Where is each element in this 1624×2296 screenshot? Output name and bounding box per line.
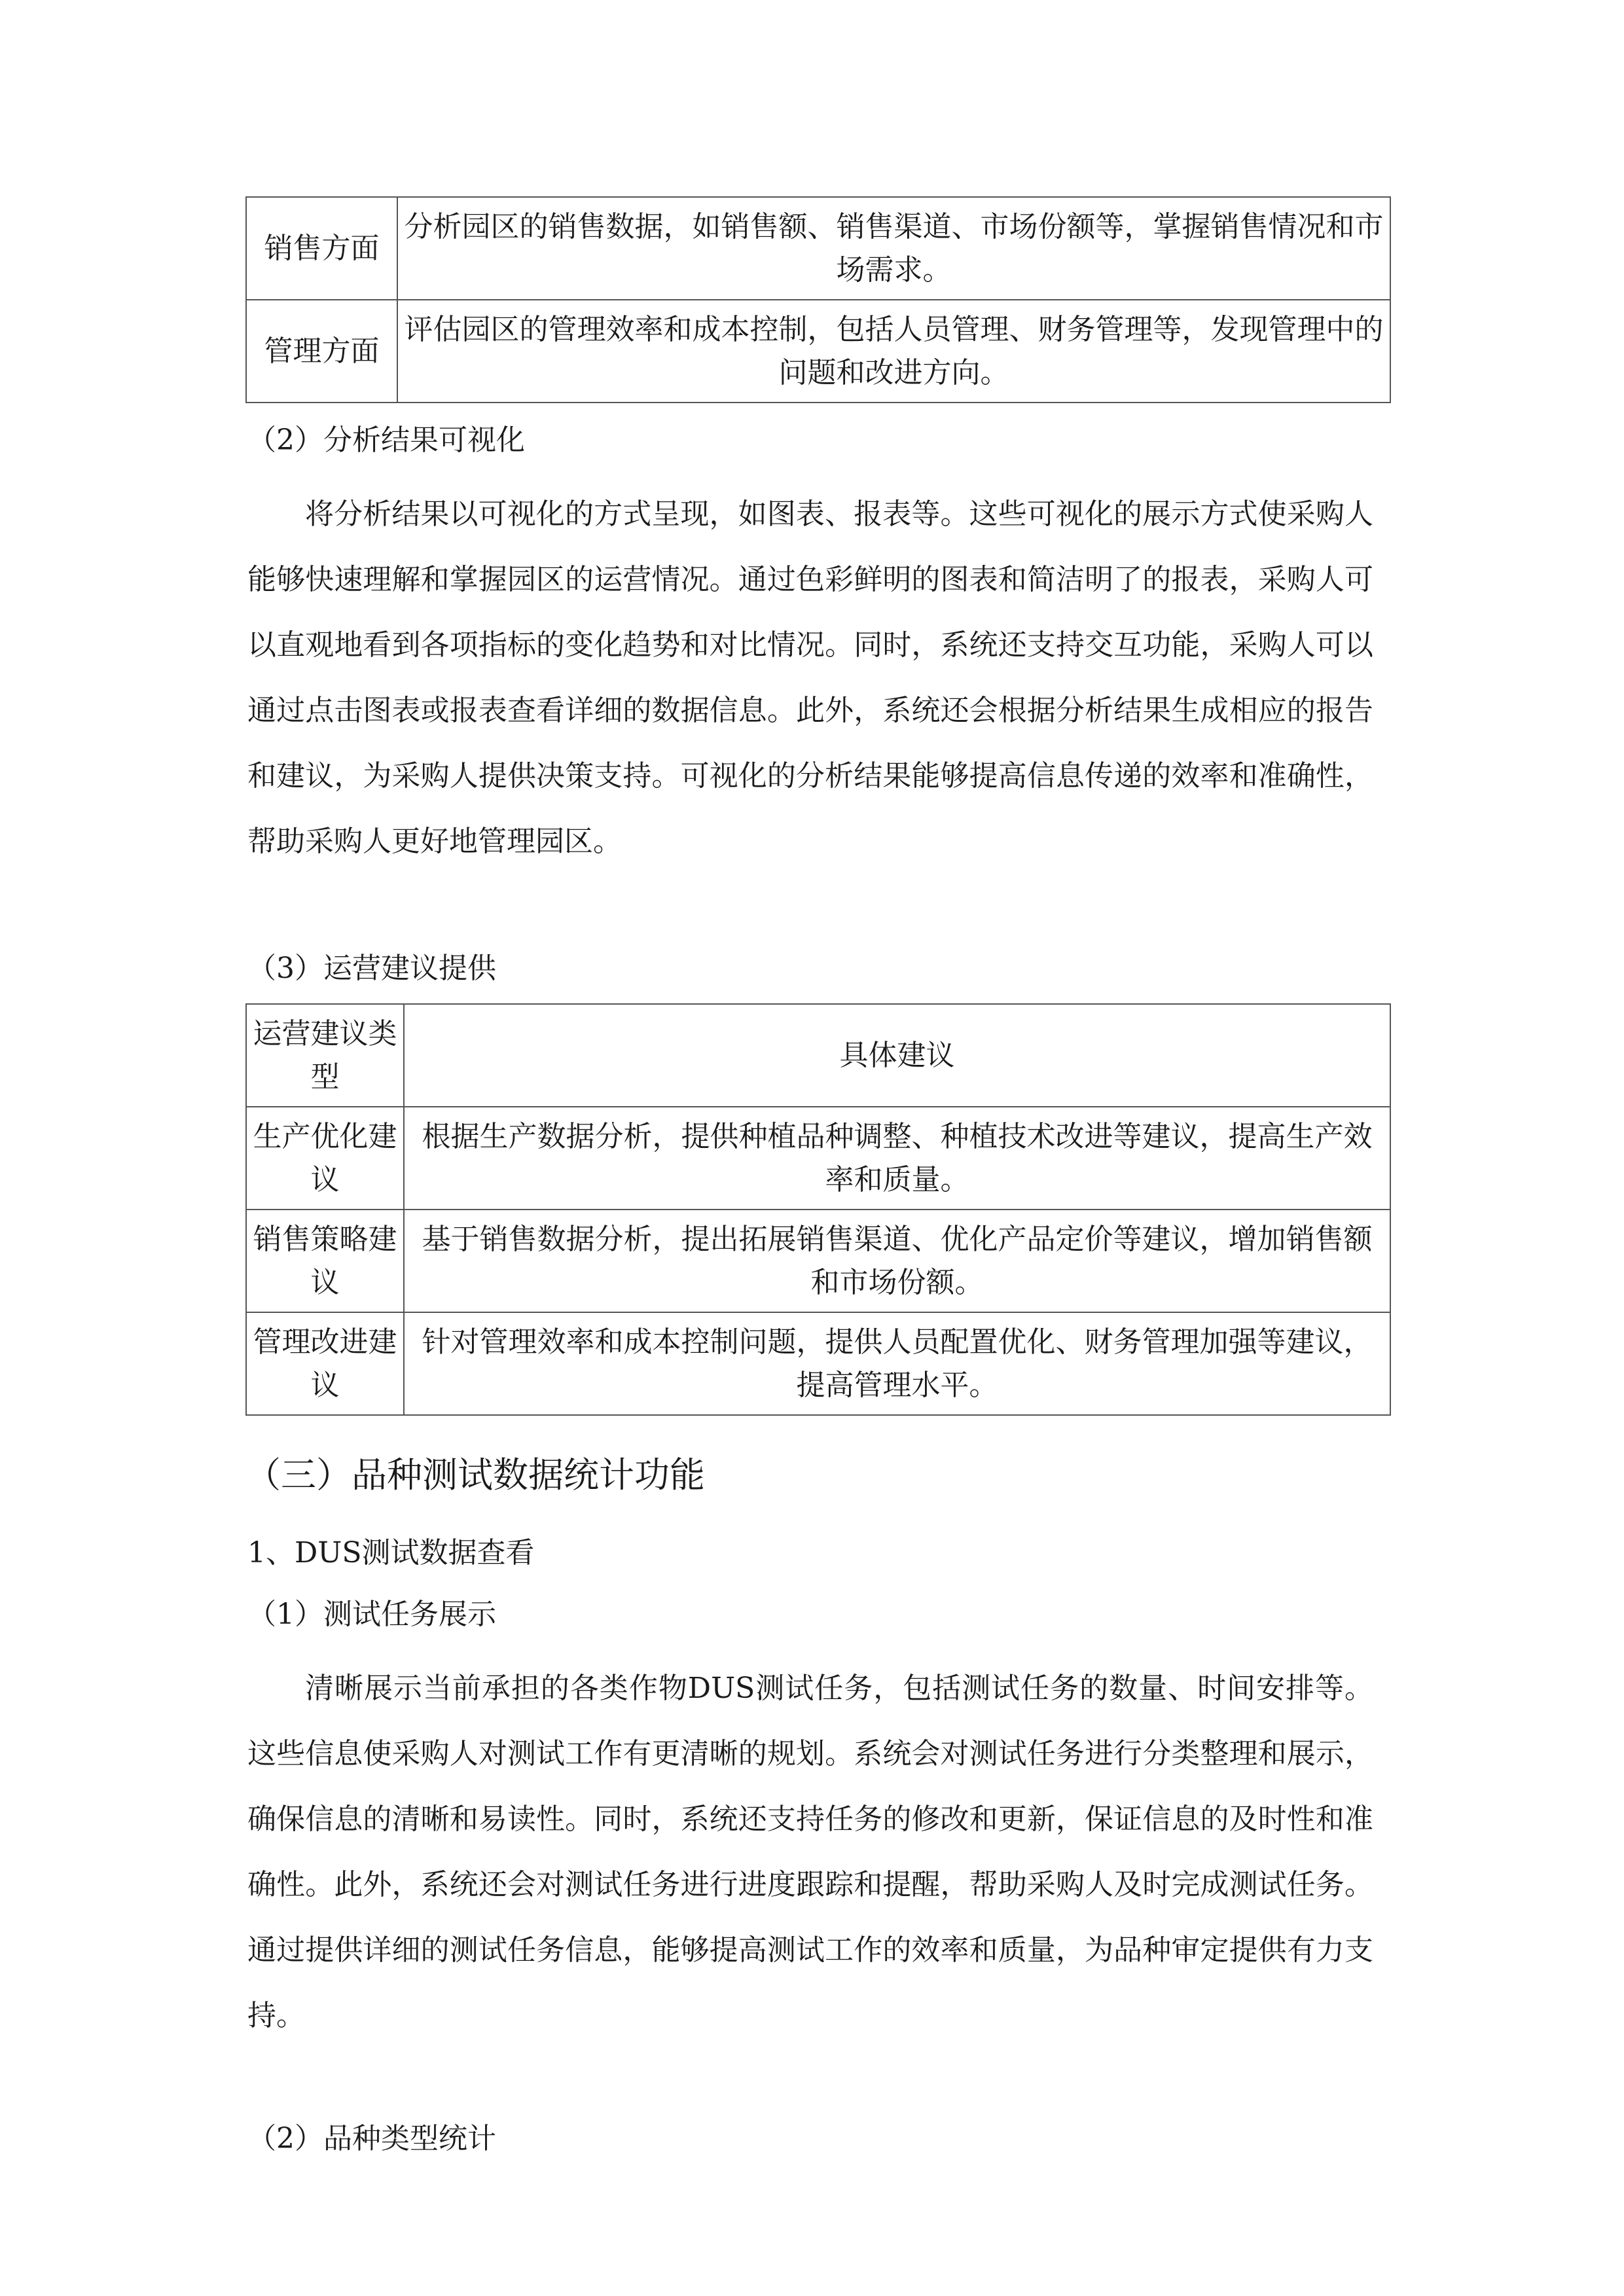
subheading-test-task: （1）测试任务展示: [247, 1598, 496, 1631]
advice-type: 管理改进建议: [246, 1312, 404, 1415]
header-content: 具体建议: [404, 1004, 1390, 1107]
row-label: 管理方面: [246, 300, 397, 403]
advice-content: 基于销售数据分析，提出拓展销售渠道、优化产品定价等建议，增加销售额和市场份额。: [404, 1210, 1390, 1312]
advice-type: 生产优化建议: [246, 1107, 404, 1210]
paragraph-visualization: 将分析结果以可视化的方式呈现，如图表、报表等。这些可视化的展示方式使采购人能够快速理解和掌握园区的运营情况。通过色彩鲜明的图表和简洁明了的报表，采购人可以直观地看到各项指标的变化趋势和对比情况。同时，系统还支持交互功能，采购人可以通过点击图表或报表查看详细的数据信息。此外，系统还会根据分析结果生成相应的报告和建议，为采购人提供决策支持。可视化的分析结果能够提高信息传递的效率和准确性，帮助采购人更好地管理园区。: [247, 497, 1373, 858]
table-row: [246, 300, 1390, 403]
table-row: [246, 1107, 1390, 1210]
row-value: 分析园区的销售数据，如销售额、销售渠道、市场份额等，掌握销售情况和市场需求。: [397, 197, 1390, 300]
table-row: [246, 197, 1390, 300]
row-label: 销售方面: [246, 197, 397, 300]
heading-variety-testing: （三）品种测试数据统计功能: [245, 1454, 705, 1496]
table-row: [246, 1210, 1390, 1312]
section-title-advice: （3）运营建议提供: [247, 952, 496, 985]
advice-content: 针对管理效率和成本控制问题，提供人员配置优化、财务管理加强等建议，提高管理水平。: [404, 1312, 1390, 1415]
table-header-row: [246, 1004, 1390, 1107]
subheading-variety-type: （2）品种类型统计: [247, 2122, 496, 2155]
advice-content: 根据生产数据分析，提供种植品种调整、种植技术改进等建议，提高生产效率和质量。: [404, 1107, 1390, 1210]
advice-table: [245, 1003, 1391, 1416]
paragraph-test-task: 清晰展示当前承担的各类作物DUS测试任务，包括测试任务的数量、时间安排等。这些信息使采购人对测试工作有更清晰的规划。系统会对测试任务进行分类整理和展示，确保信息的清晰和易读性。同时，系统还支持任务的修改和更新，保证信息的及时性和准确性。此外，系统还会对测试任务进行进度跟踪和提醒，帮助采购人及时完成测试任务。通过提供详细的测试任务信息，能够提高测试工作的效率和质量，为品种审定提供有力支持。: [247, 1672, 1373, 2032]
subheading-dus-data: 1、DUS测试数据查看: [247, 1536, 535, 1570]
advice-type: 销售策略建议: [246, 1210, 404, 1312]
section-title-visualization: （2）分析结果可视化: [247, 423, 525, 457]
row-value: 评估园区的管理效率和成本控制，包括人员管理、财务管理等，发现管理中的问题和改进方向。: [397, 300, 1390, 403]
header-type: 运营建议类型: [246, 1004, 404, 1107]
analysis-table: [245, 196, 1391, 403]
table-row: [246, 1312, 1390, 1415]
